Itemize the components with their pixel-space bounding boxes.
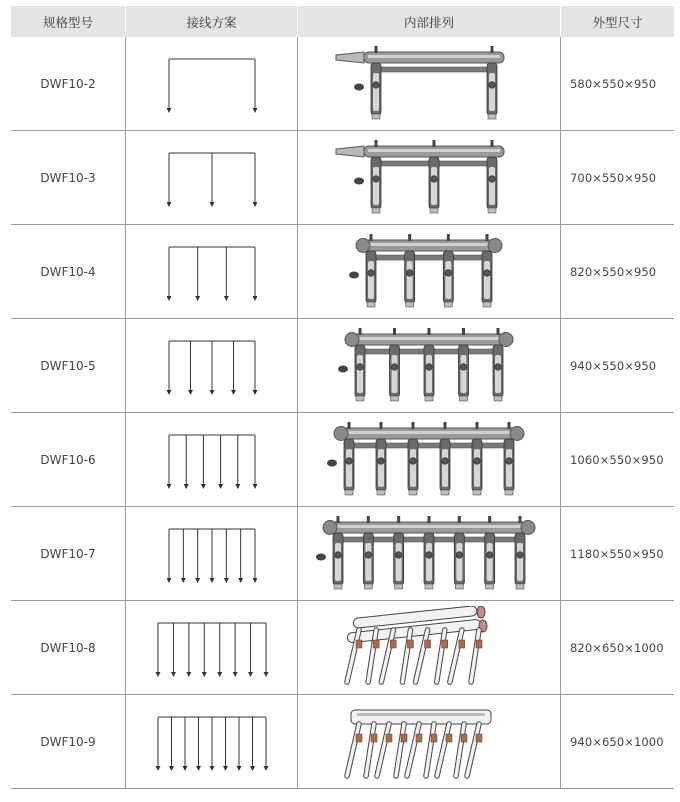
cable-branch-box-icon: [304, 513, 554, 595]
dimensions-cell: 940×550×950: [561, 319, 675, 413]
cable-branch-box-icon: [304, 419, 554, 501]
dimensions-cell: 1060×550×950: [561, 413, 675, 507]
table-body: [11, 37, 674, 789]
table-row: [11, 225, 674, 319]
cable-branch-box-icon: [304, 43, 554, 125]
wiring-diagram-icon: [137, 235, 287, 309]
wiring-cell: [126, 413, 298, 507]
spec-table: [11, 6, 674, 789]
table-row: [11, 601, 674, 695]
cable-branch-box-icon: [339, 606, 519, 690]
wiring-cell: [126, 37, 298, 131]
header-wiring: 接线方案: [126, 6, 298, 37]
table-row: [11, 319, 674, 413]
arrangement-cell: [298, 507, 561, 601]
table-row: [11, 131, 674, 225]
arrangement-cell: [298, 601, 561, 695]
model-cell: DWF10-5: [11, 319, 126, 413]
model-cell: DWF10-3: [11, 131, 126, 225]
dimensions-cell: 940×650×1000: [561, 695, 675, 789]
header-dimensions: 外型尺寸: [561, 6, 675, 37]
wiring-cell: [126, 601, 298, 695]
header-arrangement: 内部排列: [298, 6, 561, 37]
wiring-cell: [126, 319, 298, 413]
cable-branch-box-icon: [339, 700, 519, 784]
wiring-cell: [126, 507, 298, 601]
model-cell: DWF10-9: [11, 695, 126, 789]
model-cell: DWF10-7: [11, 507, 126, 601]
header-model: 规格型号: [11, 6, 126, 37]
wiring-diagram-icon: [137, 705, 287, 779]
dimensions-cell: 820×550×950: [561, 225, 675, 319]
table-row: [11, 37, 674, 131]
cable-branch-box-icon: [304, 231, 554, 313]
arrangement-cell: [298, 131, 561, 225]
dimensions-cell: 820×650×1000: [561, 601, 675, 695]
table-row: [11, 413, 674, 507]
wiring-cell: [126, 225, 298, 319]
table-row: [11, 695, 674, 789]
wiring-diagram-icon: [137, 329, 287, 403]
wiring-diagram-icon: [137, 611, 287, 685]
wiring-cell: [126, 131, 298, 225]
arrangement-cell: [298, 37, 561, 131]
arrangement-cell: [298, 695, 561, 789]
dimensions-cell: 1180×550×950: [561, 507, 675, 601]
model-cell: DWF10-4: [11, 225, 126, 319]
wiring-diagram-icon: [137, 47, 287, 121]
wiring-diagram-icon: [137, 517, 287, 591]
arrangement-cell: [298, 413, 561, 507]
arrangement-cell: [298, 225, 561, 319]
wiring-diagram-icon: [137, 141, 287, 215]
wiring-diagram-icon: [137, 423, 287, 497]
table-row: [11, 507, 674, 601]
header-row: [11, 6, 674, 37]
dimensions-cell: 700×550×950: [561, 131, 675, 225]
cable-branch-box-icon: [304, 325, 554, 407]
model-cell: DWF10-2: [11, 37, 126, 131]
wiring-cell: [126, 695, 298, 789]
cable-branch-box-icon: [304, 137, 554, 219]
dimensions-cell: 580×550×950: [561, 37, 675, 131]
arrangement-cell: [298, 319, 561, 413]
model-cell: DWF10-8: [11, 601, 126, 695]
model-cell: DWF10-6: [11, 413, 126, 507]
